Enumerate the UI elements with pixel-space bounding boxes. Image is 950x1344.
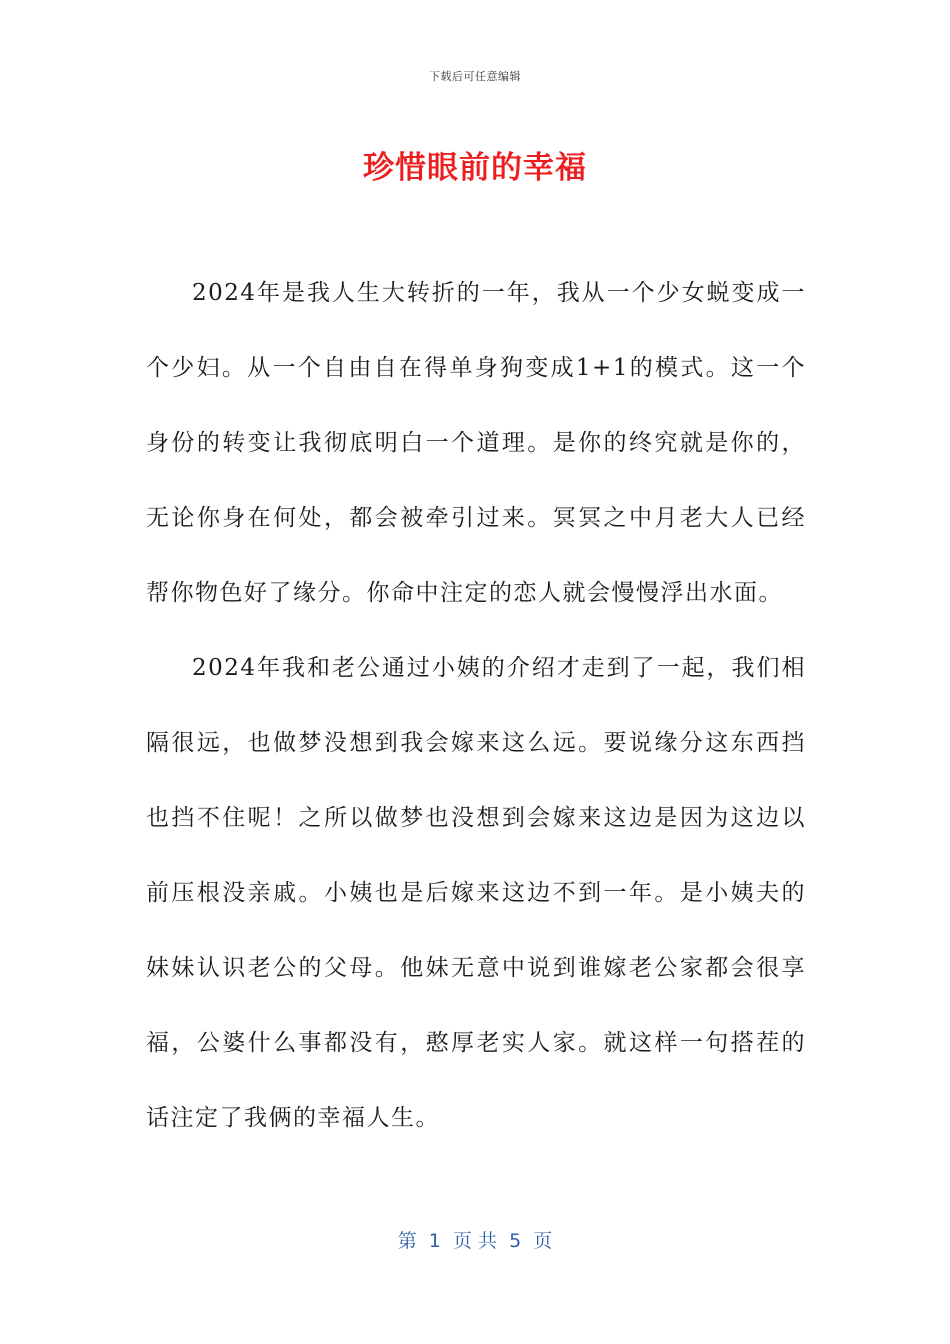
page-number-footer: 第 1 页 共 5 页 xyxy=(397,1230,553,1252)
paragraph: 2024年我和老公通过小姨的介绍才走到了一起，我们相隔很远，也做梦没想到我会嫁来这么远。要说缘分这东西挡也挡不住呢！之所以做梦也没想到会嫁来这边是因为这边以前压根没亲戚。小姨也是后嫁来这边不到一年。是小姨夫的妹妹认识老公的父母。他妹无意中说到谁嫁老公家都会很享福，公婆什么事都没有，憨厚老实人家。就这样一句搭茬的话注定了我俩的幸福人生。 xyxy=(146,655,806,1131)
document-body xyxy=(146,256,806,1156)
document-title: 珍惜眼前的幸福 xyxy=(363,150,587,186)
header-note: 下载后可任意编辑 xyxy=(429,70,521,83)
paragraph: 2024年是我人生大转折的一年，我从一个少女蜕变成一个少妇。从一个自由自在得单身狗变成1+1的模式。这一个身份的转变让我彻底明白一个道理。是你的终究就是你的，无论你身在何处，都会被牵引过来。冥冥之中月老大人已经帮你物色好了缘分。你命中注定的恋人就会慢慢浮出水面。 xyxy=(146,280,806,606)
